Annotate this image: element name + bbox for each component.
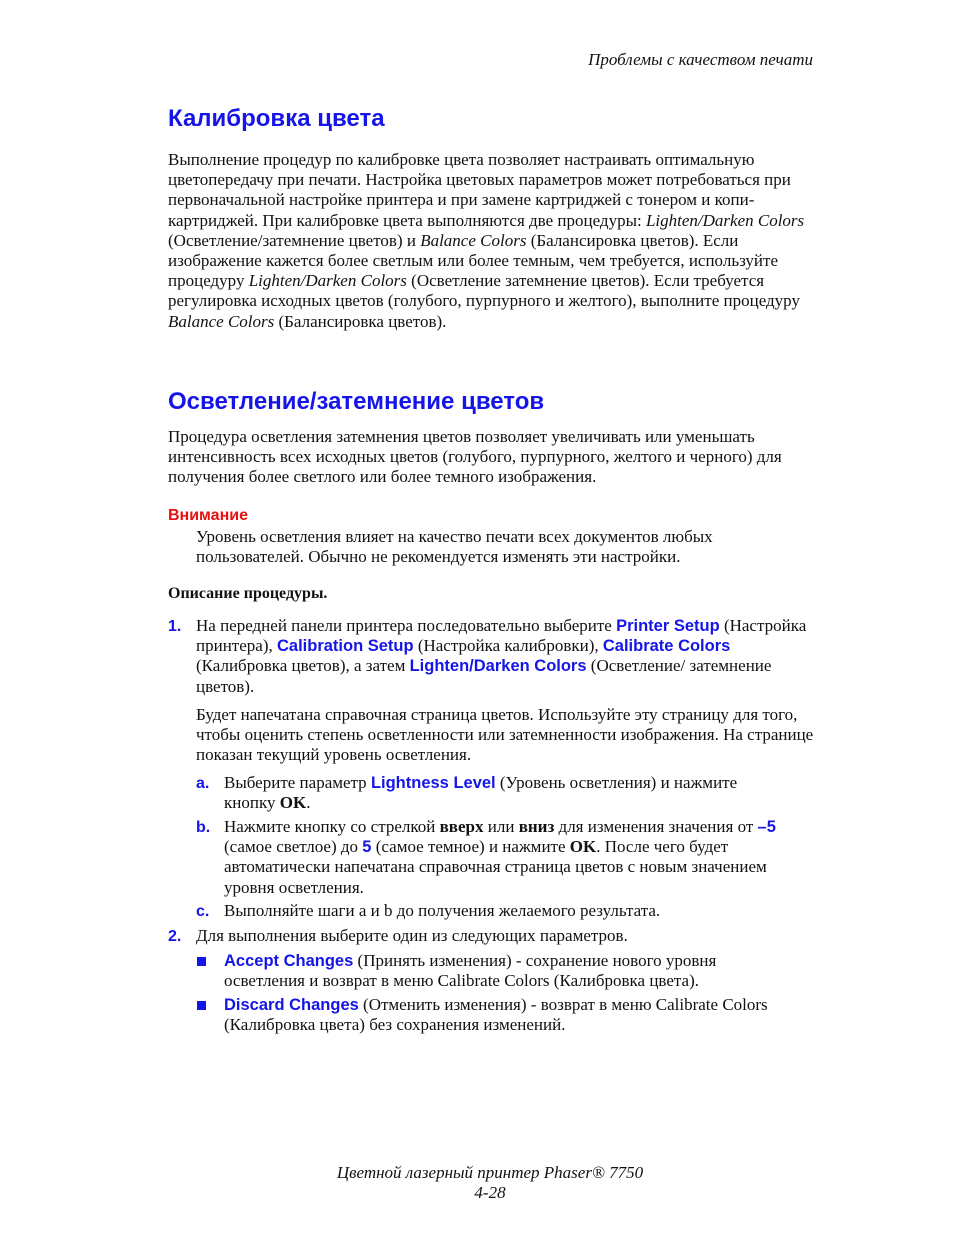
text-run: Будет напечатана справочная страница цветов. Используйте эту страницу для того, чтобы оценить степень осветленности или затемненности изображения. На странице показан текущий уровень осветления. [196, 705, 814, 765]
text-run: Выполнение процедур по калибровке цвета позволяет настраивать оптимальную цветопередачу при печати. Настройка цветовых параметров может потребоваться при первоначальной настройке принтера и при замене картриджей с тонером и копи-картриджей. При калибровке цвета выполняются две процедуры: [168, 150, 791, 230]
text-run: (Осветление/ затемнение цветов). [196, 656, 772, 696]
substep-c [224, 901, 814, 921]
text-run: (Отменить изменения) - возврат в меню Calibrate Colors (Калибровка цвета) без сохранения изменений. [224, 995, 768, 1035]
bold-term: вниз [518, 817, 555, 836]
step-1 [196, 616, 811, 697]
bullet-square-icon [197, 1001, 206, 1010]
substep-letter: c. [196, 903, 210, 920]
procedure-title: Описание процедуры. [168, 585, 328, 602]
italic-term: Balance Colors [420, 230, 527, 250]
menu-option-name: Calibration Setup [276, 637, 414, 656]
substep-letter: a. [196, 775, 210, 792]
text-run: На передней панели принтера последовательно выберите [196, 616, 617, 635]
text-run: Уровень осветления влияет на качество печати всех документов любых пользователей. Обычно не рекомендуется изменять эти настройки. [196, 527, 713, 567]
text-run: (самое темное) и нажмите [371, 837, 570, 857]
warning-text [196, 527, 806, 567]
step-number: 1. [168, 618, 182, 635]
option-discard-changes [224, 995, 819, 1035]
bullet-square-icon [197, 957, 206, 966]
bold-term: OK [569, 837, 597, 857]
text-run: . [306, 793, 311, 813]
page-number: 4-28 [474, 1183, 506, 1202]
option-accept-changes [224, 951, 784, 991]
text-run: (Балансировка цветов). Если изображение кажется более светлым или более темным, чем требуется, используйте процедуру [168, 230, 778, 291]
text-run: Нажмите кнопку со стрелкой [224, 817, 440, 836]
footer-title: Цветной лазерный принтер Phaser® 7750 [336, 1163, 644, 1182]
text-run: (Настройка принтера), [196, 616, 807, 656]
substep-letter: b. [196, 819, 211, 836]
step-1-note [196, 705, 816, 766]
menu-option-name: Accept Changes [224, 952, 354, 970]
text-run: для изменения значения от [554, 817, 758, 836]
bold-term: вверх [439, 817, 484, 836]
substep-a [224, 773, 789, 813]
text-run: (Балансировка цветов). [274, 311, 447, 331]
menu-option-name: Calibrate Colors [602, 637, 731, 656]
menu-option-name: Lighten/Darken Colors [409, 657, 587, 676]
menu-option-name: Discard Changes [224, 996, 359, 1014]
text-run: (Осветление/затемнение цветов) и [168, 230, 421, 250]
substep-b [224, 817, 789, 898]
text-run: или [483, 817, 519, 836]
bold-term: OK [279, 793, 307, 813]
running-header: Проблемы с качеством печати [588, 50, 813, 69]
text-run: (самое светлое) до [224, 837, 363, 857]
text-run: Процедура осветления затемнения цветов позволяет увеличивать или уменьшать интенсивность всех исходных цветов (голубого, пурпурного, желтого и черного) для получения более светлого или более темного изображения. [168, 427, 782, 487]
step-number: 2. [168, 928, 182, 945]
warning-title: Внимание [168, 507, 248, 524]
lighten-description [168, 427, 813, 488]
text-run: (Уровень осветления) и нажмите кнопку [224, 773, 738, 813]
text-run: (Осветление затемнение цветов). Если требуется регулировка исходных цветов (голубого, пурпурного и желтого), выполните процедуру [168, 271, 800, 311]
subsection-title: Осветление/затемнение цветов [168, 388, 545, 415]
text-run: . После чего будет автоматически напечатана справочная страница цветов с новым значением уровня осветления. [224, 837, 767, 897]
text-run: (Настройка калибровки), [413, 636, 603, 656]
menu-option-name: Printer Setup [616, 617, 720, 635]
text-run: (Калибровка цветов), а затем [196, 656, 410, 676]
text-run: (Принять изменения) - сохранение нового уровня осветления и возврат в меню Calibrate Colors (Калибровка цвета). [224, 951, 717, 991]
italic-term: Lighten/Darken Colors [248, 271, 407, 291]
italic-term: Lighten/Darken Colors [645, 210, 805, 230]
step-2 [196, 926, 811, 946]
text-run: Выполняйте шаги a и b до получения желаемого результата. [224, 901, 661, 920]
intro-paragraph [168, 150, 813, 332]
text-run: Выберите параметр [224, 773, 371, 792]
section-title: Калибровка цвета [168, 105, 385, 132]
menu-option-name: 5 [362, 838, 372, 857]
menu-option-name: –5 [757, 818, 776, 836]
text-run: Для выполнения выберите один из следующих параметров. [196, 926, 628, 945]
italic-term: Balance Colors [168, 311, 275, 331]
menu-option-name: Lightness Level [370, 774, 496, 792]
